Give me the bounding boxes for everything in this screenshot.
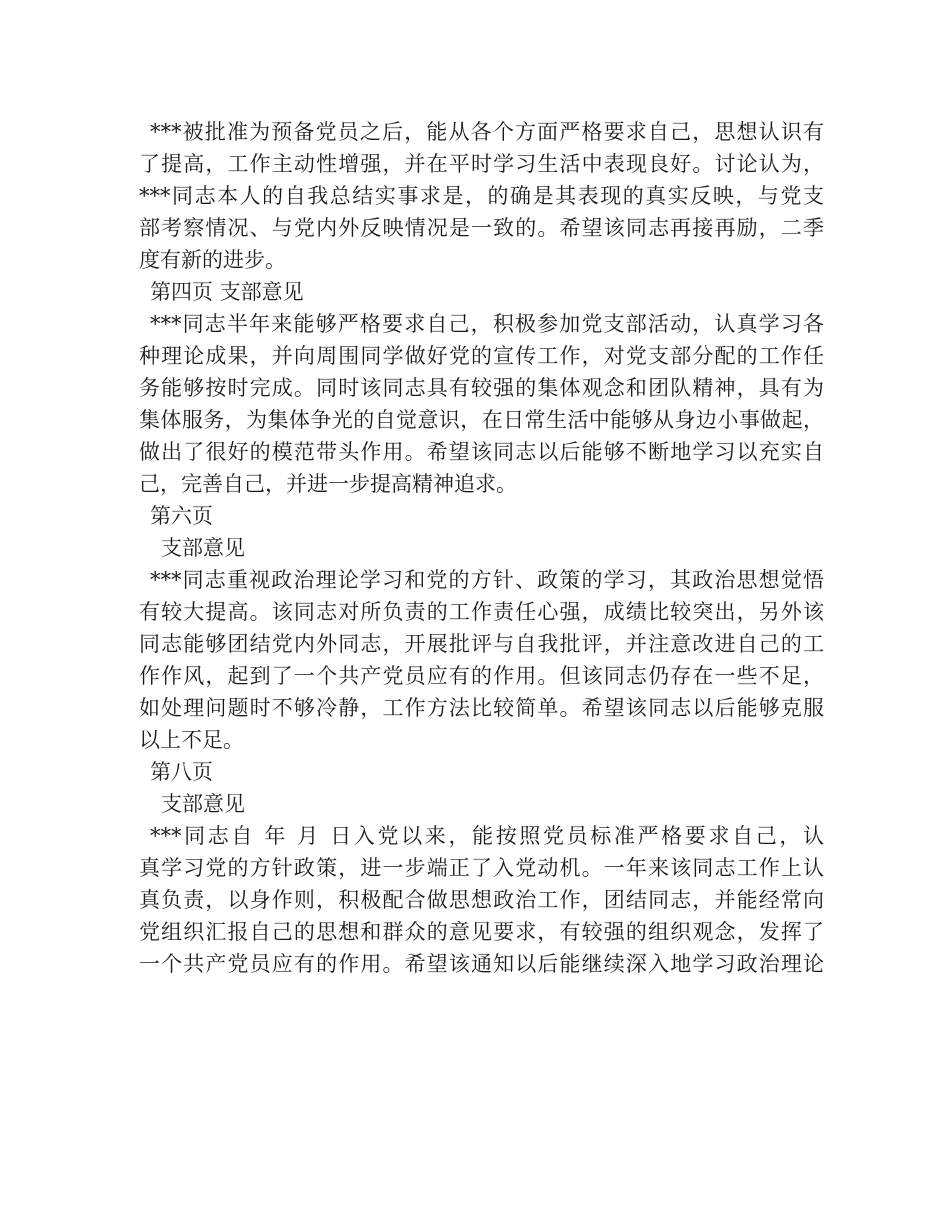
document-line: 第八页 [150,760,213,784]
document-body [139,116,824,980]
document-line: 第四页 支部意见 [150,280,304,304]
document-line: 一个共产党员应有的作用。希望该通知以后能继续深入地学习政治理论 [139,952,824,976]
document-line: 部考察情况、与党内外反映情况是一致的。希望该同志再接再励，二季 [139,216,824,240]
document-line: 支部意见 [161,792,245,816]
document-line: 做出了很好的模范带头作用。希望该同志以后能够不断地学习以充实自 [139,440,824,464]
document-line: 如处理问题时不够冷静，工作方法比较简单。希望该同志以后能够克服 [139,696,824,720]
document-line: ***同志本人的自我总结实事求是，的确是其表现的真实反映，与党支 [139,184,824,208]
document-line: 真负责，以身作则，积极配合做思想政治工作，团结同志，并能经常向 [139,888,824,912]
document-line: 己，完善自己，并进一步提高精神追求。 [139,472,517,496]
document-line: ***同志自 年 月 日入党以来，能按照党员标准严格要求自己，认 [150,824,824,848]
document-line: 务能够按时完成。同时该同志具有较强的集体观念和团队精神，具有为 [139,376,824,400]
document-line: 种理论成果，并向周围同学做好党的宣传工作，对党支部分配的工作任 [139,344,824,368]
document-line: 第六页 [150,504,213,528]
document-line: 度有新的进步。 [139,248,286,272]
document-line: 作作风，起到了一个共产党员应有的作用。但该同志仍存在一些不足， [139,664,824,688]
document-line: 集体服务，为集体争光的自觉意识，在日常生活中能够从身边小事做起， [139,408,824,432]
document-line: 党组织汇报自己的思想和群众的意见要求，有较强的组织观念，发挥了 [139,920,824,944]
document-line: ***被批准为预备党员之后，能从各个方面严格要求自己，思想认识有 [150,120,824,144]
document-line: 真学习党的方针政策，进一步端正了入党动机。一年来该同志工作上认 [139,856,824,880]
document-line: 以上不足。 [139,728,244,752]
document-line: 有较大提高。该同志对所负责的工作责任心强，成绩比较突出，另外该 [139,600,824,624]
document-line: 支部意见 [161,536,245,560]
document-line: 同志能够团结党内外同志，开展批评与自我批评，并注意改进自己的工 [139,632,824,656]
document-line: 了提高，工作主动性增强，并在平时学习生活中表现良好。讨论认为， [139,152,824,176]
document-line: ***同志重视政治理论学习和党的方针、政策的学习，其政治思想觉悟 [150,568,824,592]
document-line: ***同志半年来能够严格要求自己，积极参加党支部活动，认真学习各 [150,312,824,336]
